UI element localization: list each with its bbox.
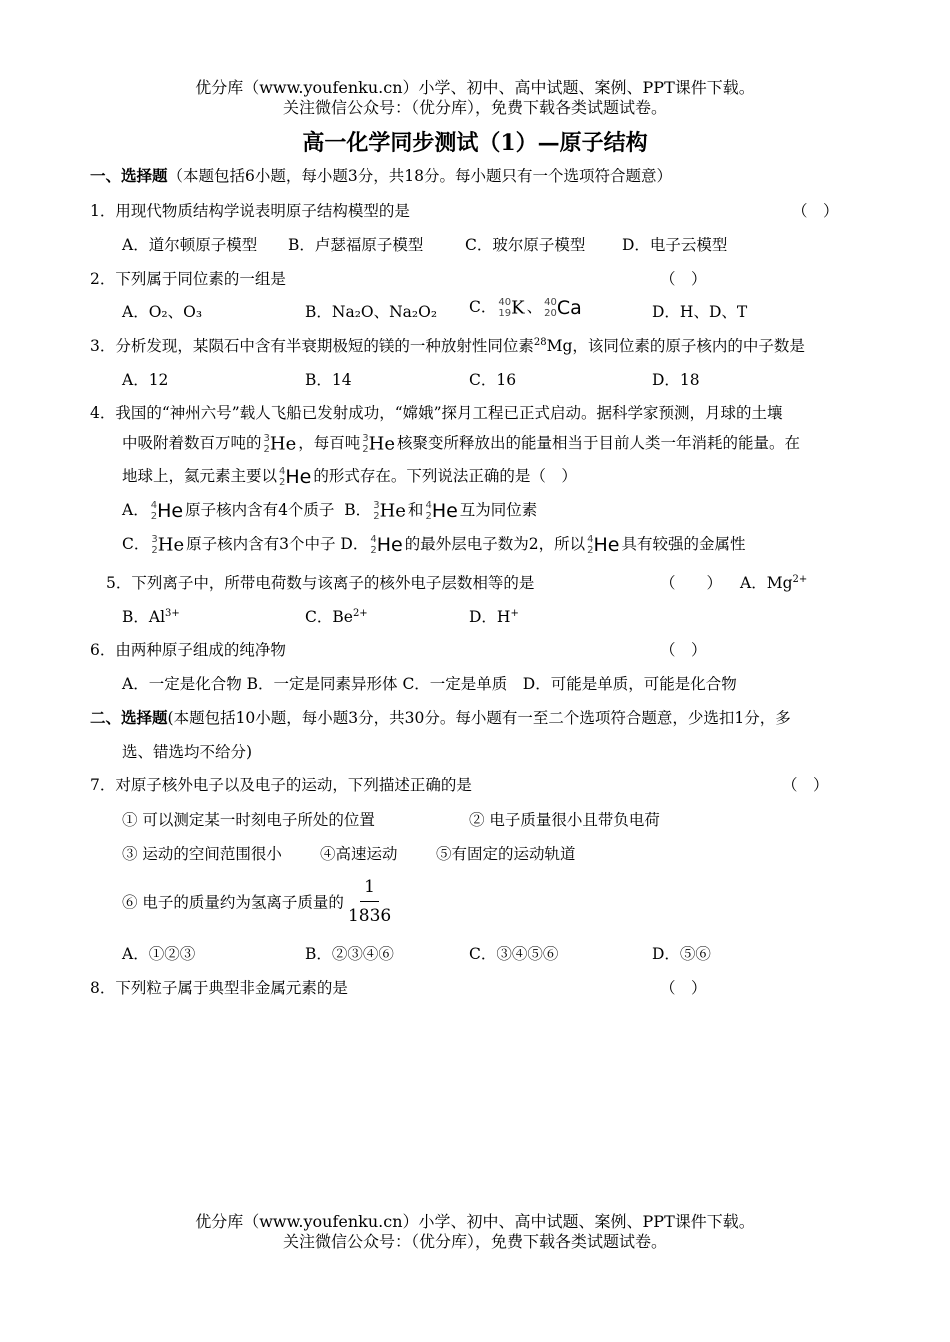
fraction-numerator: 1	[360, 876, 379, 902]
q4-line-2-a: 中吸附着数百万吨的	[122, 434, 262, 452]
q7-stem: 7．对原子核外电子以及电子的运动，下列描述正确的是	[90, 776, 472, 794]
q4-line-3-b: 的形式存在。下列说法正确的是（ ）	[313, 467, 577, 485]
q5-option-b-charge: 3+	[165, 607, 180, 619]
q2-option-d: D．H、D、T	[652, 303, 748, 321]
fraction-1-1836	[348, 876, 391, 927]
q7-option-c: C．③④⑤⑥	[469, 945, 559, 963]
ca-mass-number: 40	[544, 297, 557, 308]
he-symbol: He	[376, 534, 403, 556]
q7-statement-2: ② 电子质量很小且带负电荷	[469, 811, 660, 829]
q3-stem-post: Mg，该同位素的原子核内的中子数是	[546, 337, 805, 355]
q2-option-c-label: C．	[469, 298, 497, 316]
q2-answer-paren: （ ）	[660, 270, 707, 288]
section-1-heading	[90, 164, 672, 186]
k-atomic-number: 19	[498, 308, 512, 319]
he4-mass-number: 4	[279, 466, 286, 477]
q8-answer-paren: （ ）	[660, 979, 707, 997]
q4-line-3-a: 地球上，氦元素主要以	[122, 467, 278, 485]
q2-separator: 、	[526, 298, 543, 316]
k-mass-number: 40	[498, 297, 512, 308]
q8-stem: 8．下列粒子属于典型非金属元素的是	[90, 979, 348, 997]
he-atomic-number: 2	[279, 477, 286, 488]
section-2-desc-1: (本题包括10小题，每小题3分，共30分。每小题有一至二个选项符合题意，少选扣1分，多	[167, 709, 791, 727]
q2-option-b: B．Na₂O、Na₂O₂	[305, 303, 438, 321]
q4-option-d-mid: 的最外层电子数为2，所以	[404, 535, 586, 553]
q7-statement-6	[122, 876, 391, 927]
q1-option-a: A．道尔顿原子模型	[122, 236, 258, 254]
he-atomic-number: 2	[370, 545, 377, 556]
he-symbol: He	[157, 500, 184, 522]
nuclide-he4	[279, 466, 311, 488]
he-symbol: He	[368, 433, 395, 455]
page-title: 高一化学同步测试（1）—原子结构	[302, 130, 648, 156]
q4-options-row-1	[122, 498, 537, 522]
he3-mass-number: 3	[373, 500, 380, 511]
q4-option-c-text: 原子核内含有3个中子	[186, 535, 336, 553]
nuclide-he4	[587, 534, 619, 556]
q4-option-a-text: 原子核内含有4个质子	[185, 501, 335, 519]
k-symbol: K	[511, 297, 525, 319]
he3-mass-number: 3	[362, 433, 369, 444]
nuclide-he4	[151, 500, 183, 522]
section-1-desc: （本题包括6小题，每小题3分，共18分。每小题只有一个选项符合题意）	[167, 167, 672, 185]
q5-option-a-text: A．Mg	[740, 574, 793, 592]
q5-option-c-charge: 2+	[352, 607, 368, 619]
nuclide-he4	[370, 534, 402, 556]
q4-option-b-mid: 和	[407, 501, 424, 519]
he-symbol: He	[593, 534, 620, 556]
ca-atomic-number: 20	[544, 308, 557, 319]
nuclide-he3	[373, 500, 406, 522]
q4-line-2	[122, 431, 800, 455]
header-line-2: 关注微信公众号：（优分库），免费下载各类试题试卷。	[282, 98, 667, 117]
he-symbol: He	[379, 500, 406, 522]
section-2-label: 二、选择题	[90, 708, 168, 727]
he-symbol: He	[431, 500, 458, 522]
nuclide-he3	[151, 534, 184, 556]
he-atomic-number: 2	[587, 545, 594, 556]
q5-option-a	[740, 571, 807, 593]
q7-answer-paren: （ ）	[782, 776, 829, 794]
he3-mass-number: 3	[263, 433, 270, 444]
q2-option-a: A．O₂、O₃	[122, 303, 203, 321]
he-atomic-number: 2	[362, 444, 369, 455]
footer-line-2: 关注微信公众号：（优分库），免费下载各类试题试卷。	[282, 1232, 667, 1251]
section-2-heading	[90, 706, 791, 728]
q5-option-d	[469, 605, 519, 627]
q6-answer-paren: （ ）	[660, 641, 707, 659]
nuclide-he3	[362, 433, 395, 455]
footer-line-1: 优分库（www.youfenku.cn）小学、初中、高中试题、案例、PPT课件下载。	[195, 1212, 755, 1231]
q7-option-d: D．⑤⑥	[652, 945, 711, 963]
q5-stem: 5．下列离子中，所带电荷数与该离子的核外电子层数相等的是	[106, 574, 535, 592]
q3-mass-sup: 28	[533, 336, 547, 348]
q4-line-2-c: 核聚变所释放出的能量相当于目前人类一年消耗的能量。在	[397, 434, 801, 452]
q7-statement-5: ⑤有固定的运动轨道	[436, 845, 576, 863]
he-atomic-number: 2	[150, 511, 158, 522]
q7-option-b: B．②③④⑥	[305, 945, 394, 963]
nuclide-ca40	[544, 297, 582, 319]
he-atomic-number: 2	[373, 511, 380, 522]
ca-symbol: Ca	[556, 297, 582, 319]
nuclide-k40	[498, 297, 524, 319]
q5-option-c	[305, 605, 368, 627]
q2-stem: 2．下列属于同位素的一组是	[90, 270, 286, 288]
q7-statement-4: ④高速运动	[320, 845, 398, 863]
q5-option-b	[122, 605, 180, 627]
he4-mass-number: 4	[425, 500, 432, 511]
nuclide-he4	[425, 500, 457, 522]
nuclide-he3	[264, 433, 297, 455]
fraction-denominator: 1836	[347, 906, 392, 926]
he-atomic-number: 2	[425, 511, 432, 522]
q3-stem-pre: 3．分析发现，某陨石中含有半衰期极短的镁的一种放射性同位素	[90, 337, 534, 355]
q5-option-c-text: C．Be	[305, 608, 353, 626]
q2-option-c	[469, 295, 584, 319]
he4-mass-number: 4	[150, 500, 158, 511]
q1-option-c: C．玻尔原子模型	[465, 236, 586, 254]
q7-statement-3: ③ 运动的空间范围很小	[122, 845, 282, 863]
q6-stem: 6．由两种原子组成的纯净物	[90, 641, 286, 659]
he-atomic-number: 2	[151, 545, 158, 556]
q1-stem: 1．用现代物质结构学说表明原子结构模型的是	[90, 202, 410, 220]
q7-option-a: A．①②③	[122, 945, 196, 963]
q5-option-d-charge: +	[510, 607, 519, 619]
section-2-desc-2: 选、错选均不给分)	[122, 743, 253, 761]
q4-options-row-2	[122, 532, 745, 556]
q3-option-c: C．16	[469, 371, 517, 389]
q3-option-a: A．12	[122, 371, 169, 389]
q5-option-b-text: B．Al	[122, 608, 166, 626]
q4-line-1: 4．我国的“神州六号”载人飞船已发射成功，“嫦娥”探月工程已正式启动。据科学家预测，月球的土壤	[90, 404, 783, 422]
q4-option-d-text: 具有较强的金属性	[621, 535, 746, 553]
q3-stem	[90, 334, 805, 356]
he3-mass-number: 3	[151, 534, 158, 545]
q5-option-d-text: D．H	[469, 608, 511, 626]
q4-line-2-b: ，每百吨	[298, 434, 361, 452]
q6-options: A．一定是化合物 B．一定是同素异形体 C．一定是单质 D．可能是单质，可能是化合物	[122, 675, 737, 693]
he-atomic-number: 2	[263, 444, 270, 455]
header-line-1: 优分库（www.youfenku.cn）小学、初中、高中试题、案例、PPT课件下载。	[195, 78, 755, 97]
q7-statement-6-text: ⑥ 电子的质量约为氢离子质量的	[122, 893, 344, 912]
he4-mass-number: 4	[370, 534, 377, 545]
q7-statement-1: ① 可以测定某一时刻电子所处的位置	[122, 811, 375, 829]
q4-option-a-label: A．	[122, 501, 149, 519]
q4-option-c-label: C．	[122, 535, 150, 553]
he-symbol: He	[285, 466, 312, 488]
q3-option-b: B．14	[305, 371, 352, 389]
q4-option-d-label: D．	[340, 535, 369, 553]
q5-option-a-charge: 2+	[792, 573, 808, 585]
he4-mass-number: 4	[587, 534, 594, 545]
he-symbol: He	[269, 433, 297, 455]
q1-option-d: D．电子云模型	[622, 236, 728, 254]
section-1-label: 一、选择题	[90, 166, 168, 185]
q4-option-b-text: 互为同位素	[459, 501, 538, 519]
q5-answer-paren: （ ）	[660, 574, 723, 592]
q1-option-b: B．卢瑟福原子模型	[288, 236, 424, 254]
q4-option-b-label: B．	[344, 501, 372, 519]
q3-option-d: D．18	[652, 371, 700, 389]
q1-answer-paren: （ ）	[792, 202, 839, 220]
he-symbol: He	[157, 534, 185, 556]
q4-line-3	[122, 464, 577, 488]
